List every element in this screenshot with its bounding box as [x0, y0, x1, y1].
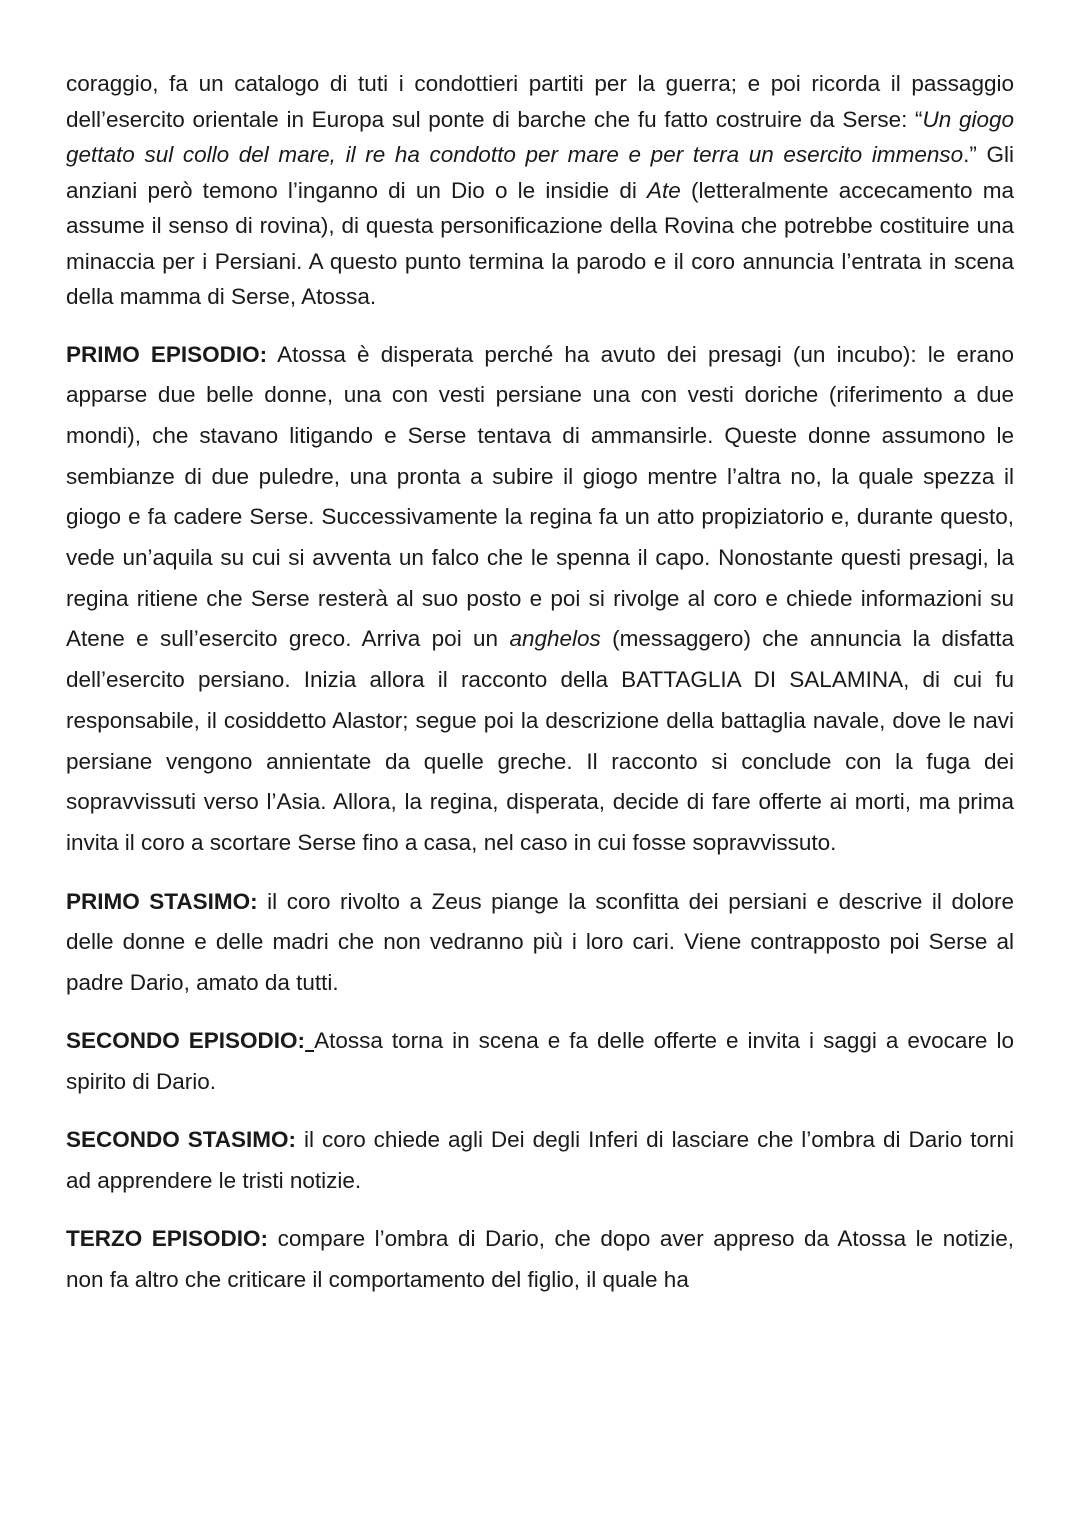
text-segment: Atossa è disperata perché ha avuto dei presagi (un incubo): le erano apparse due belle donne, una con vesti persiane una con vesti doriche (riferimento a due mondi), che stavano litigando e Serse tentava di ammansirle. Queste donne assumono le sembianze di due puledre, una pronta a subire il giogo mentre l’altra no, la quale spezza il giogo e fa cadere Serse. Successivamente la regina fa un atto propiziatorio e, durante questo, vede un’aquila su cui si avventa un falco che le spenna il capo. Nonostante questi presagi, la regina ritiene che Serse resterà al suo posto e poi si rivolge al coro e chiede informazioni su Atene e sull’esercito greco. Arriva poi un	[66, 341, 1014, 652]
text-segment: il coro rivolto a Zeus piange la sconfitta dei persiani e descrive il dolore delle donne e delle madri che non vedranno più i loro cari. Viene contrapposto poi Serse al padre Dario, amato da tutti.	[66, 888, 1015, 995]
text-segment: coraggio, fa un catalogo di tuti i condottieri partiti per la guerra; e poi ricorda il passaggio dell’esercito orientale in Europa sul ponte di barche che fu fatto costruire da Serse: “	[66, 71, 1014, 132]
section-heading-primo-episodio: PRIMO EPISODIO:	[66, 341, 268, 367]
section-heading-primo-stasimo: PRIMO STASIMO:	[66, 888, 258, 914]
quote-italic: Un giogo gettato sul collo del mare, il re ha condotto per mare e per terra un esercito immenso	[66, 106, 1014, 167]
text-segment: (letteralmente accecamento ma assume il senso di rovina), di questa personificazione della Rovina che potrebbe costituire una minaccia per i Persiani. A questo punto termina la parodo e il coro annuncia l’entrata in scena della mamma di Serse, Atossa.	[66, 177, 1014, 309]
section-heading-terzo-episodio: TERZO EPISODIO:	[66, 1226, 269, 1252]
text-segment: Atossa torna in scena e fa delle offerte e invita i saggi a evocare lo spirito di Dario.	[66, 1028, 1014, 1094]
paragraph-secondo-stasimo	[66, 1120, 1014, 1201]
term-ate: Ate	[647, 177, 681, 203]
underlined-space	[305, 1028, 314, 1053]
term-anghelos: anghelos	[509, 626, 601, 652]
paragraph-primo-episodio	[66, 335, 1014, 864]
section-heading-secondo-episodio	[66, 1028, 314, 1053]
paragraph-primo-stasimo	[66, 882, 1014, 1004]
paragraph-parodo-continuation	[66, 66, 1014, 315]
text-segment: (messaggero) che annuncia la disfatta dell’esercito persiano. Inizia allora il racconto della BATTAGLIA DI SALAMINA, di cui fu responsabile, il cosiddetto Alastor; segue poi la descrizione della battaglia navale, dove le navi persiane vengono annientate da quelle greche. Il racconto si conclude con la fuga dei sopravvissuti verso l’Asia. Allora, la regina, disperata, decide di fare offerte ai morti, ma prima invita il coro a scortare Serse fino a casa, nel caso in cui fosse sopravvissuto.	[66, 626, 1015, 855]
heading-text: SECONDO EPISODIO:	[66, 1028, 306, 1054]
paragraph-terzo-episodio	[66, 1219, 1014, 1300]
text-segment: .” Gli anziani però temono l’inganno di un Dio o le insidie di	[66, 142, 1014, 203]
section-heading-secondo-stasimo: SECONDO STASIMO:	[66, 1127, 297, 1153]
document-page	[66, 66, 1014, 1300]
text-segment: il coro chiede agli Dei degli Inferi di lasciare che l’ombra di Dario torni ad apprendere le tristi notizie.	[66, 1127, 1014, 1193]
paragraph-secondo-episodio	[66, 1021, 1014, 1102]
text-segment: compare l’ombra di Dario, che dopo aver appreso da Atossa le notizie, non fa altro che criticare il comportamento del figlio, il quale ha	[66, 1226, 1015, 1292]
